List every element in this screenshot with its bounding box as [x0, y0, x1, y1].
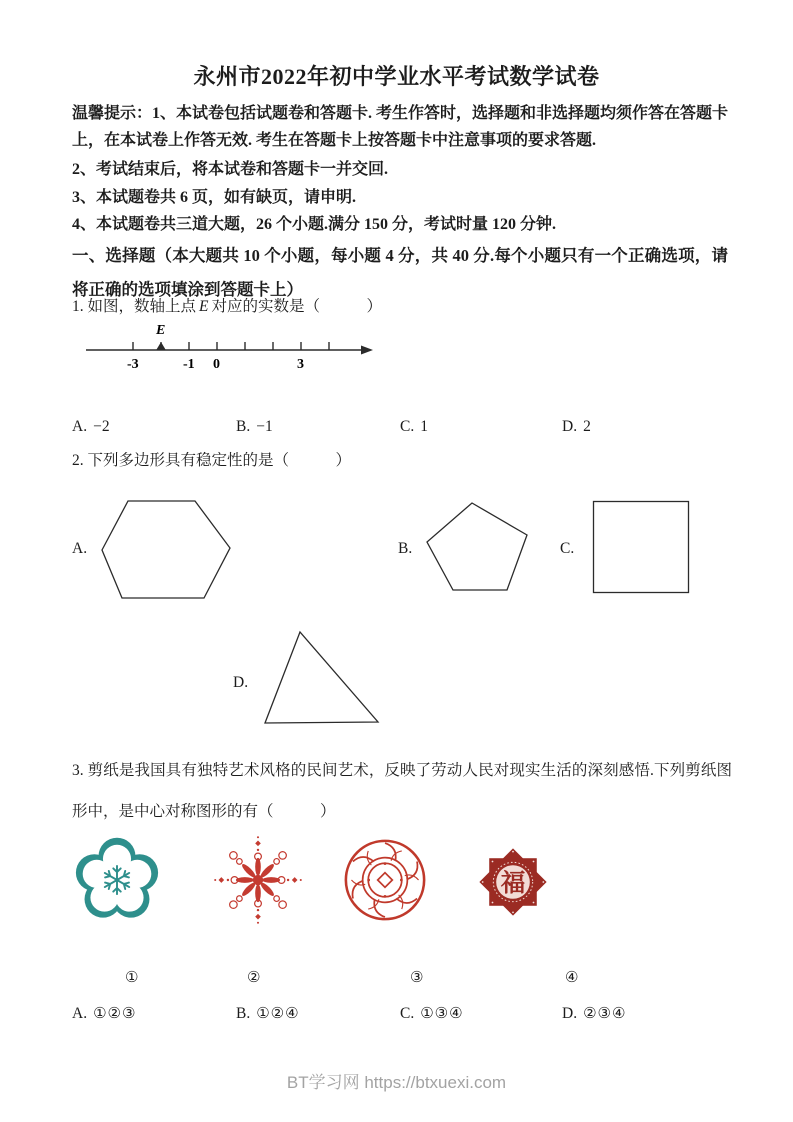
- square-figure: [592, 500, 690, 594]
- figure-3-label: ③: [410, 968, 424, 986]
- fu-star-papercut-icon: [472, 838, 554, 926]
- question-1-variable: E: [199, 298, 209, 315]
- q3-option-c: C. ①③④: [400, 1004, 464, 1022]
- q2-shape-d-label: D.: [233, 674, 249, 691]
- tick-label-3: 3: [297, 357, 304, 372]
- tick-label-neg1: -1: [183, 357, 195, 372]
- point-e-marker: [157, 342, 166, 350]
- question-1-text: [72, 296, 732, 318]
- number-line-figure: [80, 318, 380, 372]
- fu-character: 福: [500, 870, 526, 898]
- q1-option-d: D. 2: [562, 418, 591, 435]
- page-title: 永州市2022年初中学业水平考试数学试卷: [193, 64, 600, 89]
- notice-paragraph: 温馨提示：1、本试卷包括试题卷和答题卡. 考生作答时，选择题和非选择题均须作答在答题卡上，在本试卷上作答无效. 考生在答题卡上按答题卡中注意事项的要求答题.: [72, 105, 729, 149]
- tick-label-neg3: -3: [127, 357, 139, 372]
- q2-shape-b-label: B.: [398, 540, 413, 557]
- question-3-text: 3. 剪纸是我国具有独特艺术风格的民间艺术，反映了劳动人民对现实生活的深刻感悟.下列剪纸图形中，是中心对称图形的有（ ）: [72, 762, 732, 820]
- notice-item-3: 3、本试题卷共 6 页，如有缺页，请申明.: [72, 189, 357, 206]
- notice-item-2: 2、考试结束后，将本试卷和答题卡一并交回.: [72, 161, 389, 178]
- tick-label-0: 0: [213, 357, 220, 372]
- coin-swirl-papercut-icon: [342, 837, 428, 923]
- hexagon-figure: [98, 492, 232, 604]
- q1-option-c: C. 1: [400, 418, 428, 435]
- section-1-heading: 一、选择题（本大题共 10 个小题，每小题 4 分，共 40 分.每个小题只有一个正确选项，请将正确的选项填涂到答题卡上）: [72, 246, 728, 299]
- figure-4-label: ④: [565, 968, 579, 986]
- q2-shape-a-label: A.: [72, 540, 88, 557]
- q3-option-d: D. ②③④: [562, 1004, 627, 1022]
- q3-option-a: A. ①②③: [72, 1004, 137, 1022]
- snowflake-papercut-icon: [211, 831, 305, 929]
- q1-option-b: B. −1: [236, 418, 273, 435]
- q1-option-a: A. −2: [72, 418, 110, 435]
- notice-item-4: 4、本试题卷共三道大题，26 个小题.满分 150 分，考试时量 120 分钟.: [72, 216, 557, 233]
- triangle-figure: [262, 628, 382, 726]
- point-e-label: E: [156, 323, 166, 338]
- question-1-suffix: 对应的实数是（ ）: [211, 298, 382, 315]
- q3-option-b: B. ①②④: [236, 1004, 300, 1022]
- figure-2-label: ②: [247, 968, 261, 986]
- axis-arrow-icon: [361, 346, 373, 355]
- site-watermark: BT学习网 https://btxuexi.com: [286, 1073, 507, 1092]
- pentagon-figure: [424, 495, 530, 595]
- coin-hole-icon: [378, 873, 393, 888]
- figure-1-label: ①: [125, 968, 139, 986]
- plum-blossom-papercut-icon: [73, 836, 161, 924]
- question-2-text: 2. 下列多边形具有稳定性的是（ ）: [72, 452, 352, 469]
- q2-shape-c-label: C.: [560, 540, 575, 557]
- question-1-prefix: 1. 如图，数轴上点: [72, 298, 197, 315]
